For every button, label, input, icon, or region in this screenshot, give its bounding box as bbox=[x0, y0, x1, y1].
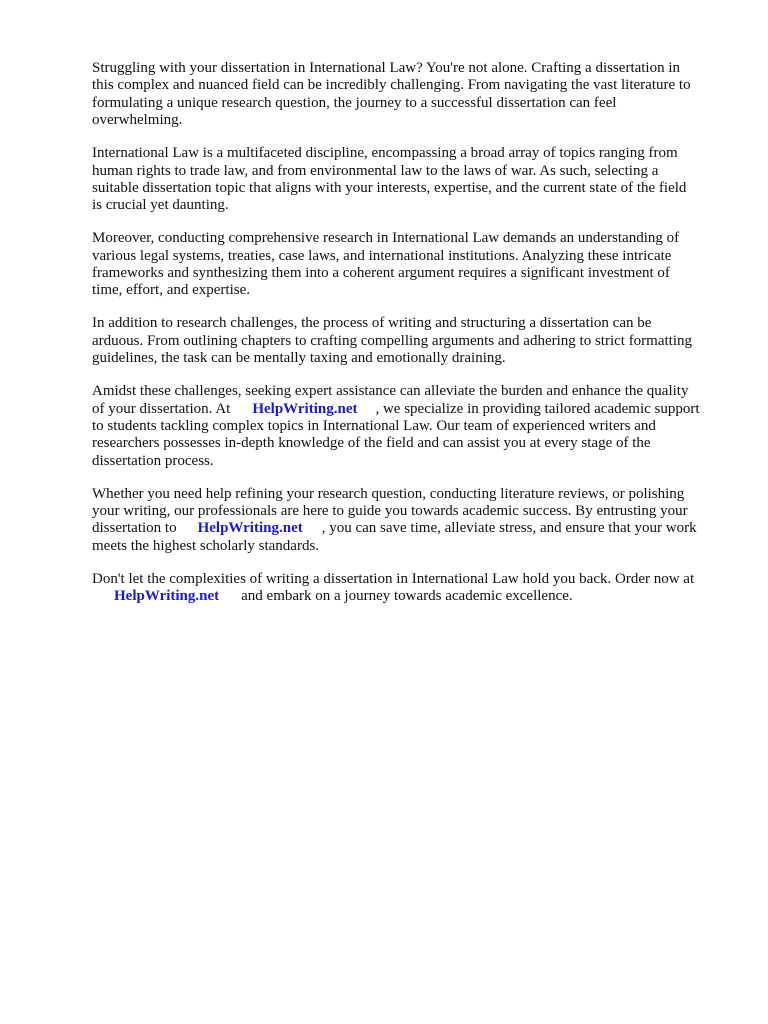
text-line: suitable dissertation topic that aligns with your interests, expertise, and the current state of the field bbox=[92, 179, 687, 196]
text-line: formulating a unique research question, the journey to a successful dissertation can feel bbox=[92, 94, 617, 111]
paragraph-discipline bbox=[92, 145, 732, 215]
text-segment: dissertation to bbox=[92, 520, 177, 537]
text-segment: , you can save time, alleviate stress, and ensure that your work bbox=[321, 520, 697, 537]
paragraph-writing bbox=[92, 315, 732, 367]
text-line: human rights to trade law, and from environmental law to the laws of war. As such, selecting a bbox=[92, 162, 659, 179]
helpwriting-link[interactable]: HelpWriting.net bbox=[197, 520, 303, 537]
text-line: to students tackling complex topics in International Law. Our team of experienced writers and bbox=[92, 417, 656, 434]
paragraph-help bbox=[92, 486, 732, 556]
document-page bbox=[92, 60, 732, 621]
text-line: guidelines, the task can be mentally taxing and emotionally draining. bbox=[92, 350, 506, 367]
text-line: is crucial yet daunting. bbox=[92, 197, 229, 214]
text-line: Moreover, conducting comprehensive research in International Law demands an understanding of bbox=[92, 230, 680, 247]
helpwriting-link[interactable]: HelpWriting.net bbox=[114, 588, 220, 605]
helpwriting-link[interactable]: HelpWriting.net bbox=[252, 400, 358, 417]
text-line: overwhelming. bbox=[92, 112, 183, 129]
paragraph-order bbox=[92, 571, 732, 606]
text-line bbox=[92, 401, 732, 418]
text-line: dissertation process. bbox=[92, 452, 214, 469]
text-segment: of your dissertation. At bbox=[92, 400, 231, 417]
text-segment: , we specialize in providing tailored academic support bbox=[375, 400, 700, 417]
paragraph-assistance bbox=[92, 383, 732, 470]
text-line: researchers possesses in-depth knowledge of the field and can assist you at every stage of the bbox=[92, 435, 651, 452]
text-line: time, effort, and expertise. bbox=[92, 282, 250, 299]
text-line: this complex and nuanced field can be incredibly challenging. From navigating the vast literature to bbox=[92, 77, 691, 94]
text-line: International Law is a multifaceted discipline, encompassing a broad array of topics ranging from bbox=[92, 145, 678, 162]
text-line bbox=[92, 588, 732, 605]
text-line: your writing, our professionals are here to guide you towards academic success. By entrusting your bbox=[92, 503, 688, 520]
text-segment: and embark on a journey towards academic excellence. bbox=[241, 588, 573, 605]
text-line: frameworks and synthesizing them into a coherent argument requires a significant investment of bbox=[92, 265, 670, 282]
text-line: arduous. From outlining chapters to crafting compelling arguments and adhering to strict formatting bbox=[92, 332, 693, 349]
paragraph-intro bbox=[92, 60, 732, 130]
text-line: meets the highest scholarly standards. bbox=[92, 537, 320, 554]
paragraph-research bbox=[92, 230, 732, 300]
text-line: In addition to research challenges, the process of writing and structuring a dissertation can be bbox=[92, 315, 652, 332]
text-line: Struggling with your dissertation in International Law? You're not alone. Crafting a dissertation in bbox=[92, 60, 681, 76]
text-line bbox=[92, 520, 732, 537]
text-line: various legal systems, treaties, case laws, and international institutions. Analyzing these intricate bbox=[92, 247, 672, 264]
text-line: Don't let the complexities of writing a dissertation in International Law hold you back. Order now at bbox=[92, 570, 695, 587]
text-line: Whether you need help refining your research question, conducting literature reviews, or polishing bbox=[92, 485, 685, 502]
text-line: Amidst these challenges, seeking expert assistance can alleviate the burden and enhance the quality bbox=[92, 383, 689, 400]
